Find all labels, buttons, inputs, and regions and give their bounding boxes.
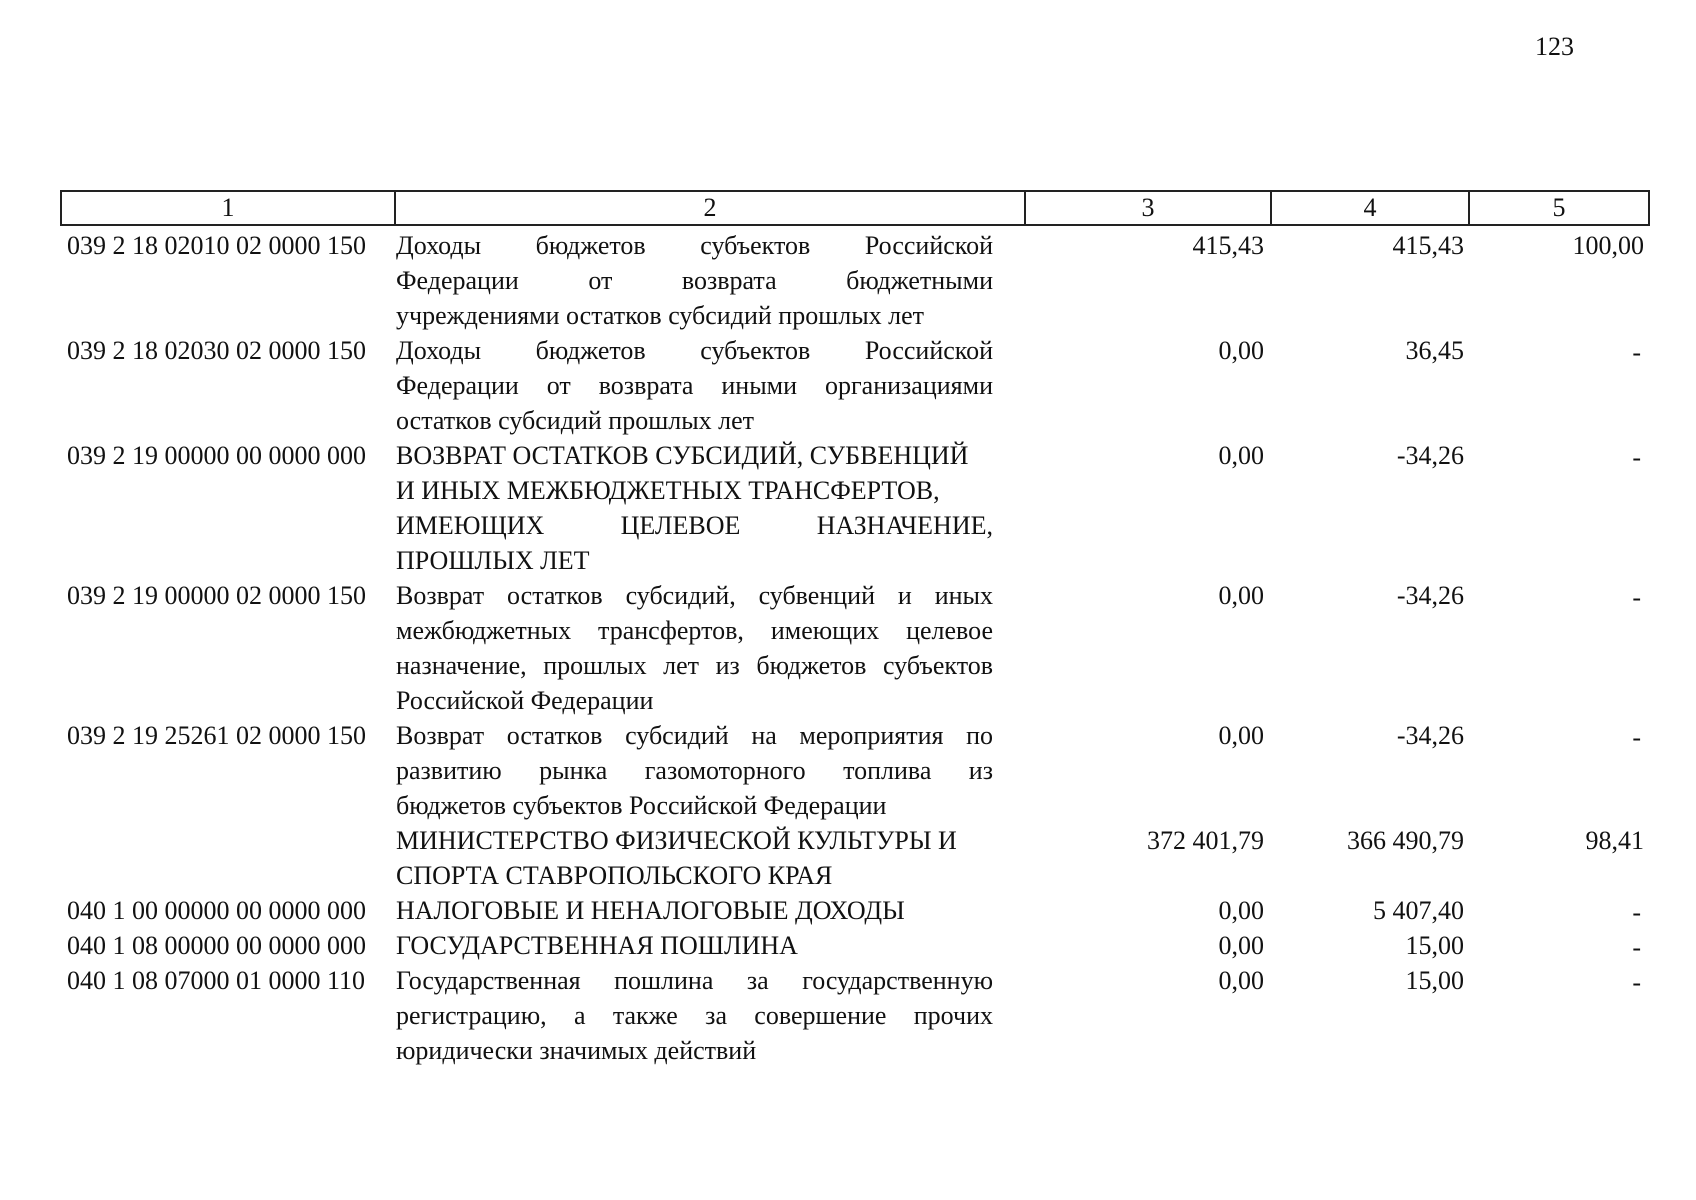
table-header-col-1: 1 [60, 190, 396, 226]
row-name [396, 893, 993, 928]
row-name [396, 578, 993, 718]
row-name-line: МИНИСТЕРСТВО ФИЗИЧЕСКОЙ КУЛЬТУРЫ И [396, 826, 957, 855]
row-col3-value: 415,43 [1192, 231, 1264, 260]
row-name-line: НАЛОГОВЫЕ И НЕНАЛОГОВЫЕ ДОХОДЫ [396, 896, 905, 925]
row-name-line: регистрацию, а также за совершение прочих [396, 1001, 993, 1030]
row-col3-value: 0,00 [1218, 931, 1264, 960]
table-header-col-4: 4 [1270, 190, 1470, 226]
row-name-line: бюджетов субъектов Российской Федерации [396, 791, 887, 820]
row-name-line: Российской Федерации [396, 686, 654, 715]
row-col5-value: - [1632, 443, 1641, 472]
row-code: 039 2 18 02030 02 0000 150 [67, 336, 366, 365]
row-col3-value: 372 401,79 [1147, 826, 1264, 855]
row-name [396, 438, 993, 578]
row-code: 040 1 08 07000 01 0000 110 [67, 966, 366, 995]
row-name-line: Возврат остатков субсидий, субвенций и иных [396, 581, 993, 610]
row-col5-value: 98,41 [1585, 826, 1644, 855]
row-col3-value: 0,00 [1218, 896, 1264, 925]
row-name-line: назначение, прошлых лет из бюджетов субъектов [396, 651, 993, 680]
row-code: 039 2 19 00000 00 0000 000 [67, 441, 366, 470]
row-col5-value: - [1632, 723, 1641, 752]
row-name-line: Федерации от возврата бюджетными [396, 266, 993, 295]
row-col3-value: 0,00 [1218, 966, 1264, 995]
row-col5-value: 100,00 [1572, 231, 1644, 260]
row-name-line: Доходы бюджетов субъектов Российской [396, 231, 993, 260]
row-col4-value: 36,45 [1405, 336, 1464, 365]
row-col3-value: 0,00 [1218, 581, 1264, 610]
row-col4-value: 366 490,79 [1347, 826, 1464, 855]
row-col3-value: 0,00 [1218, 721, 1264, 750]
row-code: 039 2 19 25261 02 0000 150 [67, 721, 366, 750]
row-col5-value: - [1632, 933, 1641, 962]
table-header-col-2: 2 [394, 190, 1026, 226]
row-name [396, 228, 993, 333]
row-code: 040 1 08 00000 00 0000 000 [67, 931, 366, 960]
row-col4-value: 415,43 [1392, 231, 1464, 260]
row-name-line: Доходы бюджетов субъектов Российской [396, 336, 993, 365]
row-name-line: ПРОШЛЫХ ЛЕТ [396, 546, 590, 575]
row-name [396, 333, 993, 438]
row-name-line: остатков субсидий прошлых лет [396, 406, 755, 435]
row-code: 040 1 00 00000 00 0000 000 [67, 896, 366, 925]
row-code: 039 2 18 02010 02 0000 150 [67, 231, 366, 260]
row-name-line: Государственная пошлина за государственную [396, 966, 993, 995]
row-col4-value: 15,00 [1405, 931, 1464, 960]
row-name-line: СПОРТА СТАВРОПОЛЬСКОГО КРАЯ [396, 861, 833, 890]
row-name [396, 928, 993, 963]
row-name [396, 823, 993, 893]
row-col4-value: -34,26 [1396, 721, 1464, 750]
row-col4-value: 5 407,40 [1373, 896, 1464, 925]
row-name-line: развитию рынка газомоторного топлива из [396, 756, 993, 785]
row-name-line: ВОЗВРАТ ОСТАТКОВ СУБСИДИЙ, СУБВЕНЦИЙ [396, 441, 969, 470]
row-name-line: межбюджетных трансфертов, имеющих целевое [396, 616, 993, 645]
row-col5-value: - [1632, 583, 1641, 612]
row-col4-value: 15,00 [1405, 966, 1464, 995]
row-col4-value: -34,26 [1396, 441, 1464, 470]
row-col4-value: -34,26 [1396, 581, 1464, 610]
row-name [396, 718, 993, 823]
row-name-line: И ИНЫХ МЕЖБЮДЖЕТНЫХ ТРАНСФЕРТОВ, [396, 476, 940, 505]
row-name-line: юридически значимых действий [396, 1036, 757, 1065]
row-col5-value: - [1632, 968, 1641, 997]
table-header-col-5: 5 [1468, 190, 1650, 226]
row-col5-value: - [1632, 898, 1641, 927]
row-name-line: ИМЕЮЩИХ ЦЕЛЕВОЕ НАЗНАЧЕНИЕ, [396, 511, 993, 540]
row-name-line: Возврат остатков субсидий на мероприятия по [396, 721, 993, 750]
page-number: 123 [1535, 32, 1574, 61]
row-col3-value: 0,00 [1218, 336, 1264, 365]
row-name-line: Федерации от возврата иными организациями [396, 371, 993, 400]
row-col3-value: 0,00 [1218, 441, 1264, 470]
row-name [396, 963, 993, 1068]
row-col5-value: - [1632, 338, 1641, 367]
row-name-line: ГОСУДАРСТВЕННАЯ ПОШЛИНА [396, 931, 798, 960]
row-code: 039 2 19 00000 02 0000 150 [67, 581, 366, 610]
row-name-line: учреждениями остатков субсидий прошлых лет [396, 301, 925, 330]
table-header-col-3: 3 [1024, 190, 1272, 226]
